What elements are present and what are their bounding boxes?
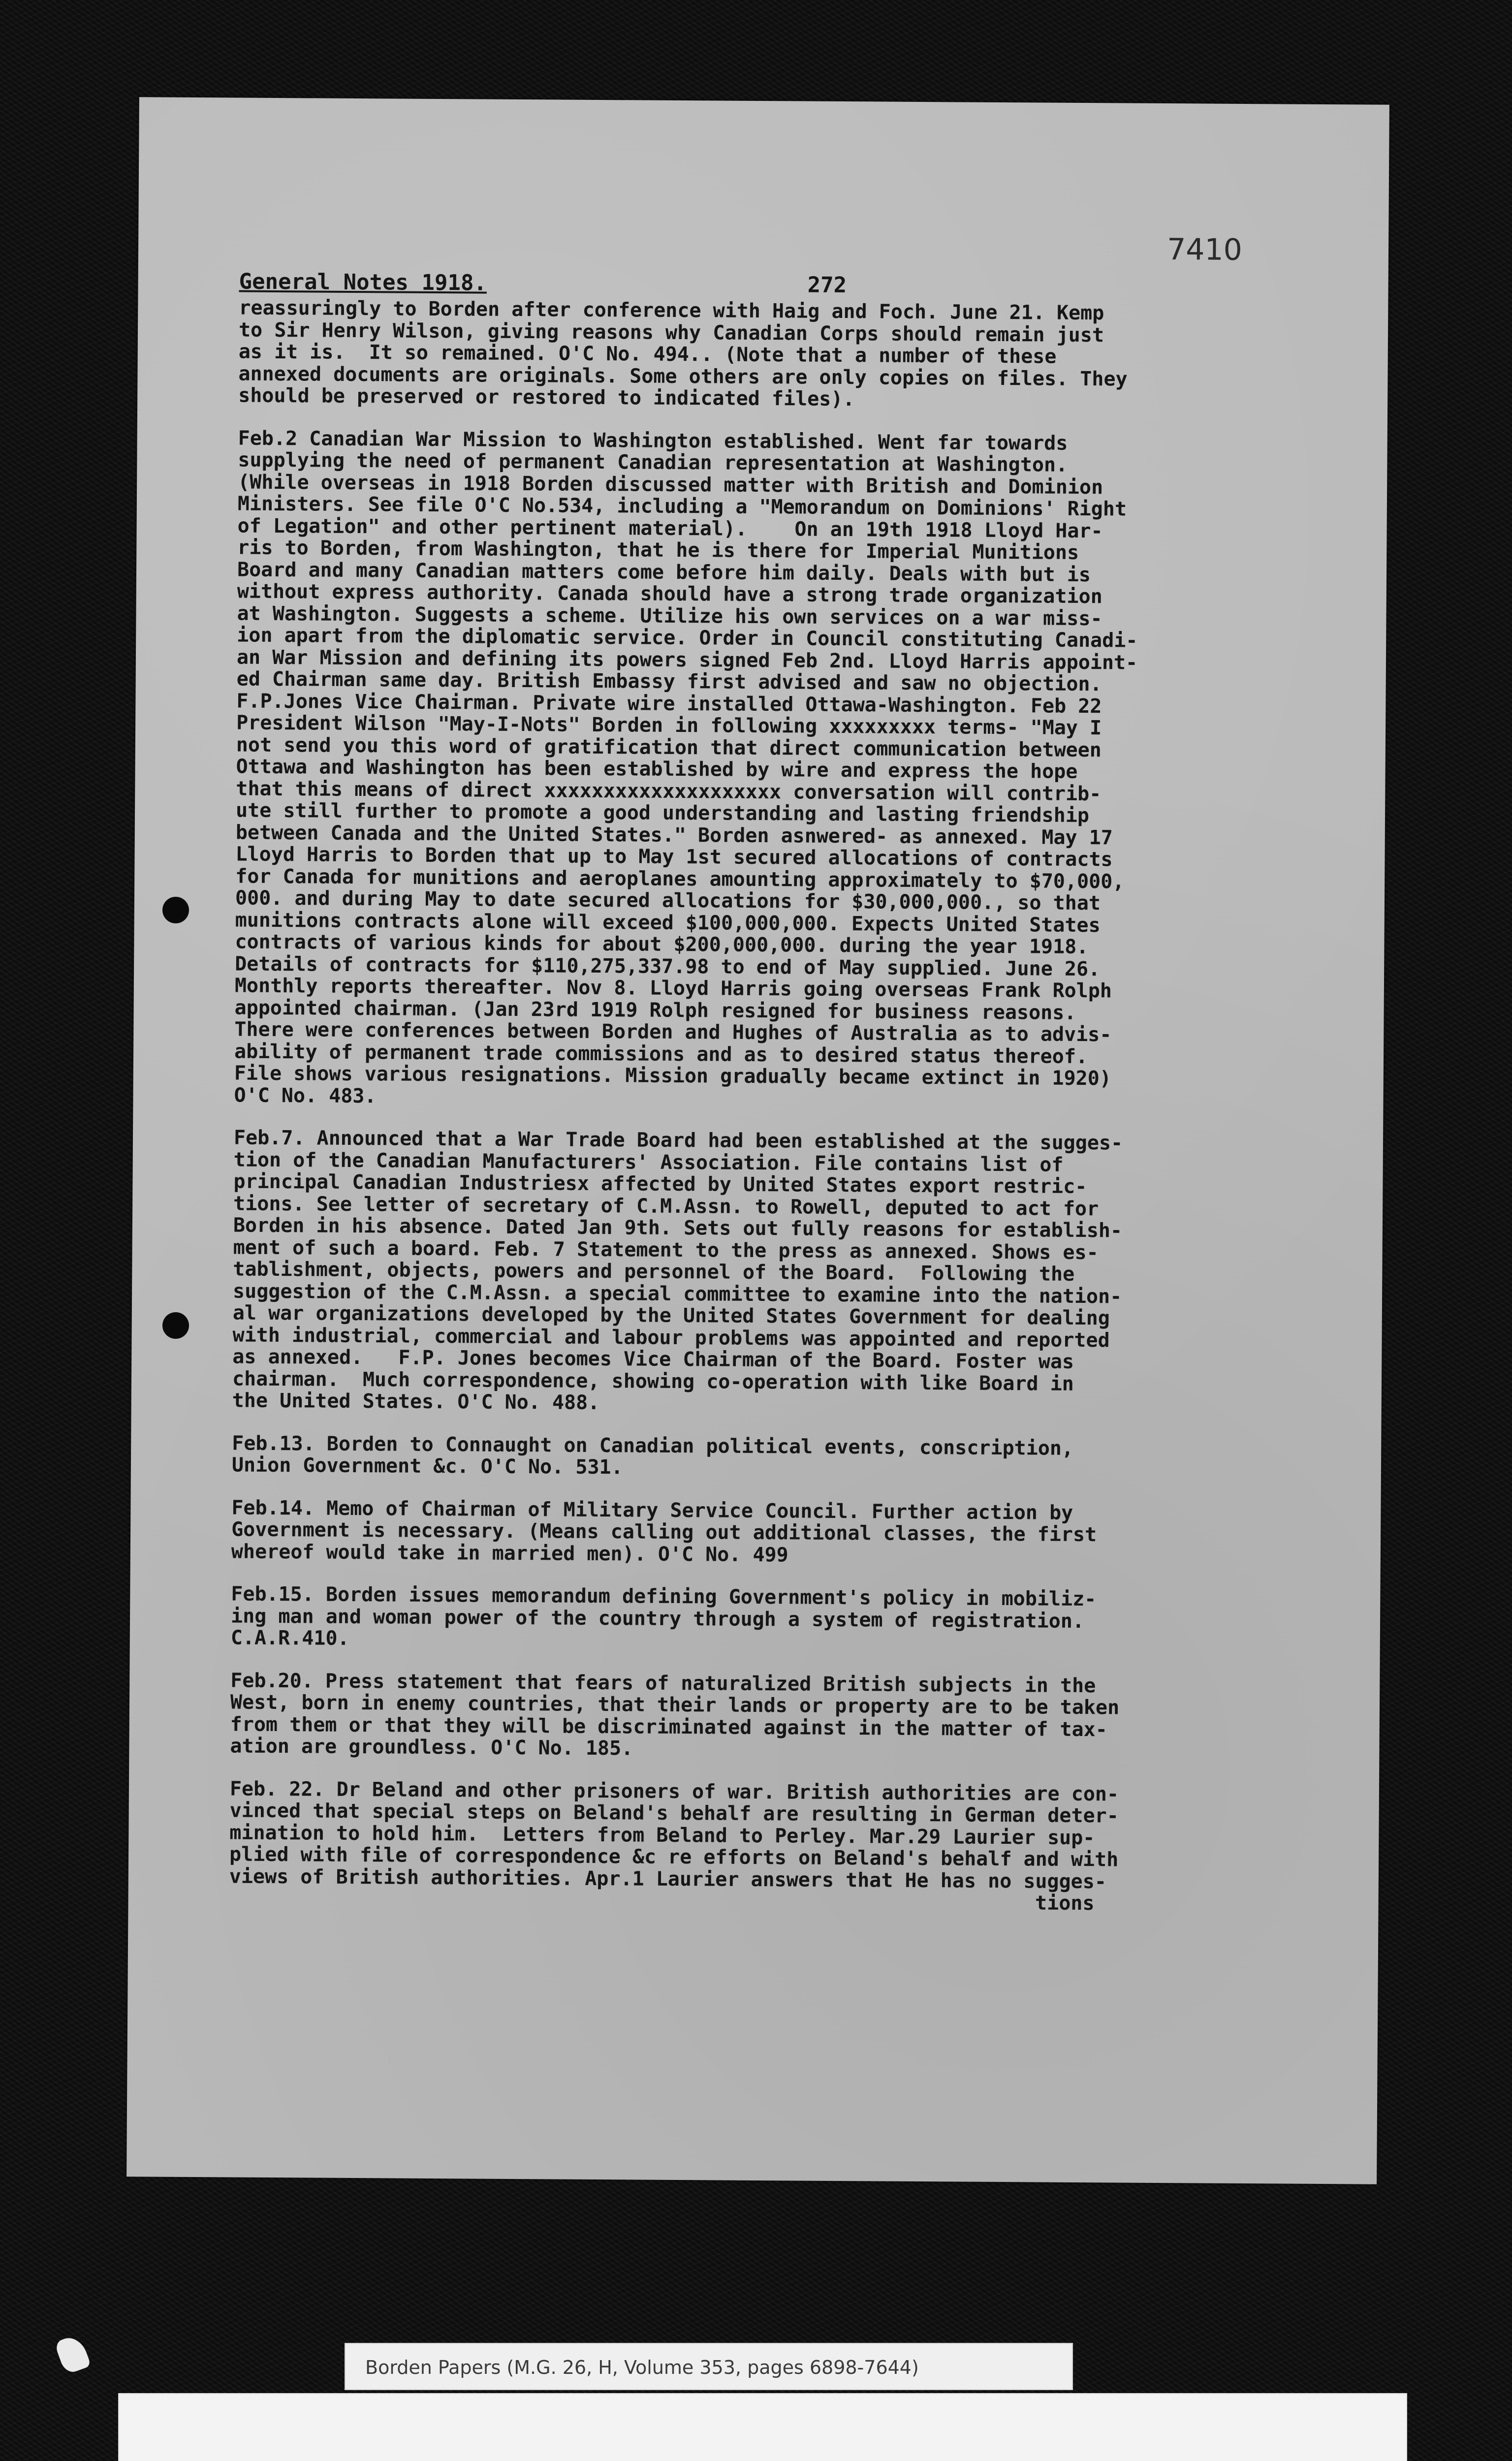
document-body [229, 297, 1341, 1937]
punch-hole-upper [162, 897, 189, 923]
document-header-title: General Notes 1918. [239, 269, 487, 296]
typed-document-page [126, 97, 1389, 2184]
paper-tab-fragment [54, 2334, 92, 2375]
paragraph-continuation: reassuringly to Borden after conference with Haig and Foch. June 21. Kemp to Sir Henry Wilson, giving reasons why Canadian Corps should remain just as it is. It so remained. O'C No. 494.. (Note that a number of these annexed documents are originals. Some others are only copies on files. They should be preserved or restored to indicated files). [238, 296, 1128, 411]
punch-hole-lower [162, 1312, 189, 1339]
paragraph-feb-14: Feb.14. Memo of Chairman of Military Service Council. Further action by Government is necessary. (Means calling out additional classes, the first whereof would take in married men). O'C No. 499 [231, 1496, 1097, 1566]
paragraph-feb-15: Feb.15. Borden issues memorandum defining Government's policy in mobiliz- ing man and woman power of the country through a system of registration. C.A.R.410. [230, 1582, 1097, 1650]
paragraph-feb-20: Feb.20. Press statement that fears of naturalized British subjects in the West, born in enemy countries, that their lands or property are to be taken from them or that they will be discriminated against in the matter of tax- ation are groundless. O'C No. 185. [230, 1669, 1120, 1760]
archives-stamp-card [118, 2393, 1407, 2461]
paragraph-feb-7: Feb.7. Announced that a War Trade Board had been established at the sugges- tion of the Canadian Manufacturers' Association. File contains list of principal Canadian Industriesx affected by United States export restric- tions. See letter of secretary of C.M.Assn. to Rowell, deputed to act for Borden in his absence. Dated Jan 9th. Sets out fully reasons for establish- ment of such a board. Feb. 7 Statement to the press as annexed. Shows es- tablishment, objects, powers and personnel of the Board. Following the suggestion of the C.M.Assn. a special committee to examine into the nation- al war organizations developed by the United States Government for dealing with industrial, commercial and labour problems was appointed and reported as annexed. F.P. Jones becomes Vice Chairman of the Board. Foster was chairman. Much correspondence, showing co-operation with like Board in the United States. O'C No. 488. [232, 1126, 1123, 1415]
reference-label-strip: Borden Papers (M.G. 26, H, Volume 353, pages 6898-7644) [345, 2343, 1073, 2390]
paragraph-feb-13: Feb.13. Borden to Connaught on Canadian political events, conscription, Union Government &c. O'C No. 531. [231, 1431, 1074, 1479]
page-number: 272 [807, 272, 847, 298]
paragraph-feb-22: Feb. 22. Dr Beland and other prisoners of war. British authorities are con- vinced that special steps on Beland's behalf are resulting in German deter- mination to hold him. Letters from Beland to Perley. Mar.29 Laurier sup- plied with file of correspondence &c re efforts on Beland's behalf and with views of British authorities. Apr.1 Laurier answers that He has no sugges- tions [229, 1777, 1119, 1915]
folio-number: 7410 [1166, 232, 1242, 267]
paragraph-feb-2: Feb.2 Canadian War Mission to Washington established. Went far towards supplying the need of permanent Canadian representation at Washington. (While overseas in 1918 Borden discussed matter with British and Dominion Ministers. See file O'C No.534, including a "Memorandum on Dominions' Right of Legation" and other pertinent material). On an 19th 1918 Lloyd Har- ris to Borden, from Washington, that he is there for Imperial Munitions Board and many Canadian matters come before him daily. Deals with but is without express authority. Canada should have a strong trade organization at Washington. Suggests a scheme. Utilize his own services on a war miss- ion apart from the diplomatic service. Order in Council constituting Canadi- an War Mission and defining its powers signed Feb 2nd. Lloyd Harris appoint- ed Chairman same day. British Embassy first advised and saw no objection. F.P.Jones Vice Chairman. Private wire installed Ottawa-Washington. Feb 22 President Wilson "May-I-Nots" Borden in following xxxxxxxxx terms- "May I not send you this word of gratification that direct communication between Ottawa and Washington has been established by wire and express the hope that this means of direct xxxxxxxxxxxxxxxxxxxx conversation will contrib- ute still further to promote a good understanding and lasting friendship between Canada and the United States." Borden asnwered- as annexed. May 17 Lloyd Harris to Borden that up to May 1st secured allocations of contracts for Canada for munitions and aeroplanes amounting approximately to $70,000, 000. and during May to date secured allocations for $30,000,000., so that munitions contracts alone will exceed $100,000,000. Expects United States contracts of various kinds for about $200,000,000. during the year 1918. Details of contracts for $110,275,337.98 to end of May supplied. June 26. Monthly reports thereafter. Nov 8. Lloyd Harris going overseas Frank Rolph appointed chairman. (Jan 23rd 1919 Rolph resigned for business reasons. There were conferences between Borden and Hughes of Australia as to advis- ability of permanent trade commissions and as to desired status thereof. File shows various resignations. Mission gradually became extinct in 1920) O'C No. 483. [234, 427, 1138, 1107]
